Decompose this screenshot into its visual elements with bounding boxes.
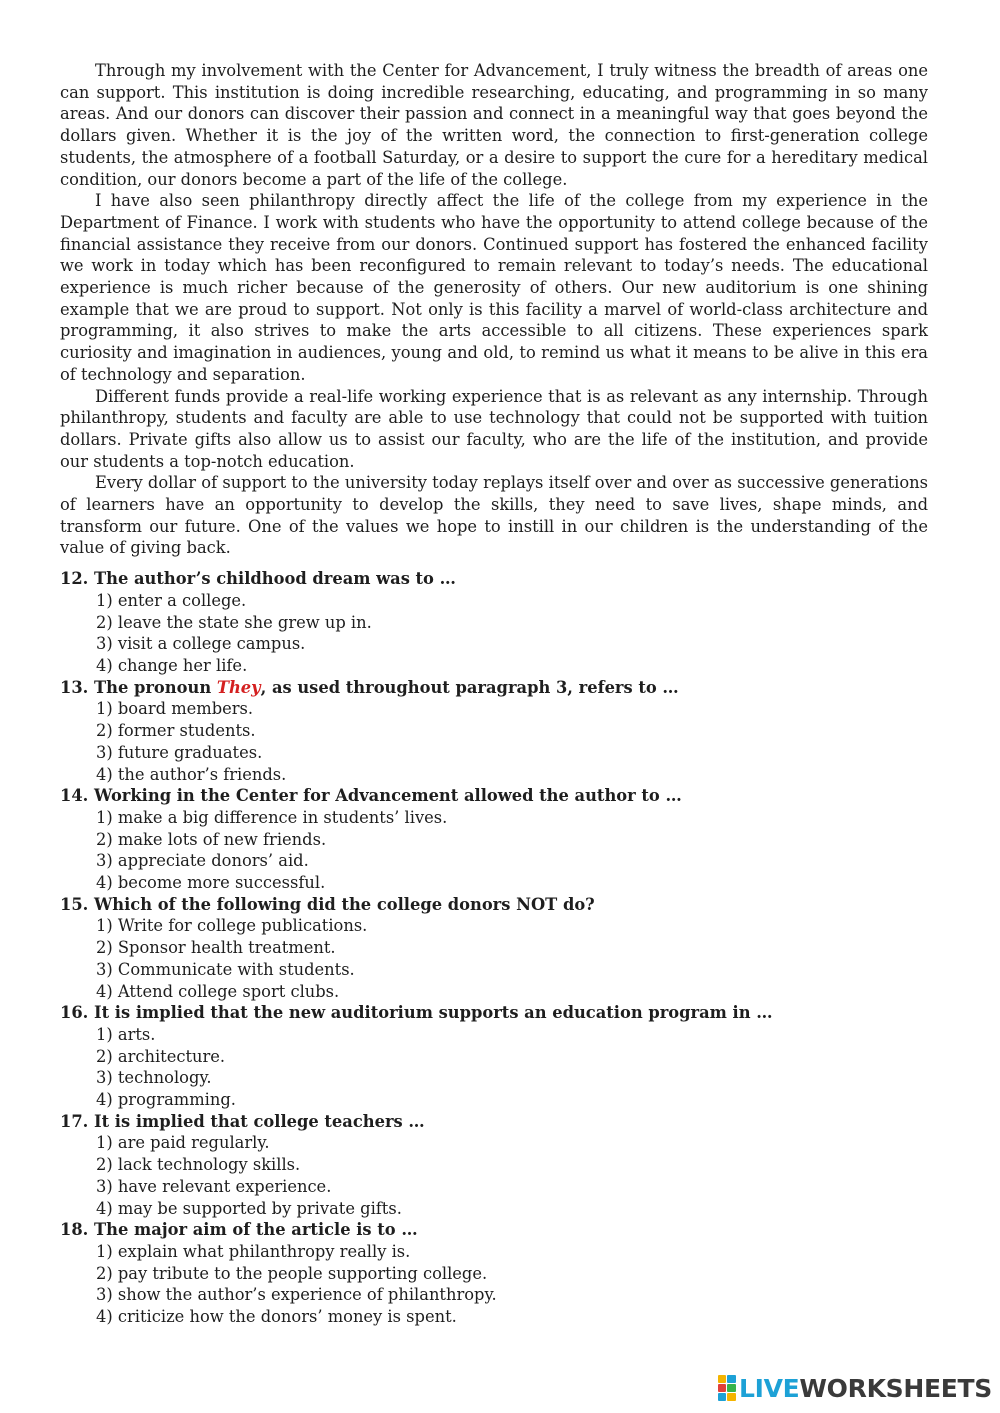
reading-passage (60, 60, 928, 559)
answer-option[interactable]: 3) have relevant experience. (96, 1176, 332, 1196)
answer-option[interactable]: 1) make a big difference in students’ lives. (96, 807, 448, 827)
highlighted-pronoun: They (216, 677, 261, 697)
liveworksheets-logo[interactable] (718, 1373, 992, 1403)
answer-option[interactable]: 2) lack technology skills. (96, 1155, 301, 1175)
question-stem: 12. The author’s childhood dream was to … (60, 569, 456, 589)
answer-option[interactable]: 2) make lots of new friends. (96, 829, 327, 849)
answer-option[interactable]: 3) appreciate donors’ aid. (96, 851, 309, 871)
question-stem: 15. Which of the following did the college donors NOT do? (60, 894, 595, 914)
answer-option[interactable]: 3) technology. (96, 1068, 212, 1088)
question-12 (60, 568, 928, 677)
question-14 (60, 785, 928, 894)
answer-option[interactable]: 2) Sponsor health treatment. (96, 938, 336, 958)
answer-option[interactable]: 1) enter a college. (96, 590, 247, 610)
liveworksheets-logo-icon (718, 1375, 736, 1401)
passage-paragraph-3: Different funds provide a real-life working experience that is as relevant as any internship. Through philanthropy, students and faculty are able to use technology that could not be supported with tuition dollars. Private gifts also allow us to assist our faculty, who are the life of the institution, and provide our students a top-notch education. (60, 386, 928, 471)
answer-option[interactable]: 3) future graduates. (96, 742, 263, 762)
answer-option[interactable]: 1) explain what philanthropy really is. (96, 1241, 411, 1261)
passage-paragraph-2: I have also seen philanthropy directly affect the life of the college from my experience in the Department of Finance. I work with students who have the opportunity to attend college because of the financial assistance they receive from our donors. Continued support has fostered the enhanced facility we work in today which has been reconfigured to remain relevant to today’s needs. The educational experience is much richer because of the generosity of others. Our new auditorium is one shining example that we are proud to support. Not only is this facility a marvel of world-class architecture and programming, it also strives to make the arts accessible to all citizens. These experiences spark curiosity and imagination in audiences, young and old, to remind us what it means to be alive in this era of technology and separation. (60, 191, 928, 384)
answer-option[interactable]: 4) may be supported by private gifts. (96, 1198, 402, 1218)
answer-option[interactable]: 4) become more successful. (96, 873, 326, 893)
passage-paragraph-1: Through my involvement with the Center for Advancement, I truly witness the breadth of areas one can support. This institution is doing incredible researching, educating, and programming in so many areas. And our donors can discover their passion and connect in a meaningful way that goes beyond the dollars given. Whether it is the joy of the written word, the connection to first-generation college students, the atmosphere of a football Saturday, or a desire to support the cure for a hereditary medical condition, our donors become a part of the life of the college. (60, 61, 928, 189)
answer-option[interactable]: 2) pay tribute to the people supporting college. (96, 1263, 488, 1283)
question-list (60, 568, 928, 1328)
answer-option[interactable]: 4) change her life. (96, 655, 248, 675)
logo-wordmark: LIVEWORKSHEETS (738, 1373, 992, 1403)
answer-option[interactable]: 4) the author’s friends. (96, 764, 287, 784)
question-13 (60, 677, 928, 786)
question-15 (60, 894, 928, 1003)
answer-option[interactable]: 1) are paid regularly. (96, 1133, 270, 1153)
answer-option[interactable]: 2) architecture. (96, 1046, 226, 1066)
question-stem: 18. The major aim of the article is to … (60, 1220, 418, 1240)
answer-option[interactable]: 3) show the author’s experience of philanthropy. (96, 1285, 497, 1305)
answer-option[interactable]: 2) former students. (96, 721, 256, 741)
answer-option[interactable]: 3) Communicate with students. (96, 959, 355, 979)
answer-option[interactable]: 4) programming. (96, 1090, 236, 1110)
answer-option[interactable]: 4) criticize how the donors’ money is spent. (96, 1307, 457, 1327)
question-18 (60, 1219, 928, 1328)
question-stem: 17. It is implied that college teachers … (60, 1111, 425, 1131)
answer-option[interactable]: 1) Write for college publications. (96, 916, 368, 936)
answer-option[interactable]: 1) arts. (96, 1024, 156, 1044)
answer-option[interactable]: 3) visit a college campus. (96, 634, 306, 654)
answer-option[interactable]: 1) board members. (96, 699, 254, 719)
answer-option[interactable]: 4) Attend college sport clubs. (96, 981, 340, 1001)
question-stem: 14. Working in the Center for Advancement allowed the author to … (60, 786, 682, 806)
passage-paragraph-4: Every dollar of support to the university today replays itself over and over as successive generations of learners have an opportunity to develop the skills, they need to save lives, shape minds, and transform our future. One of the values we hope to instill in our children is the understanding of the value of giving back. (60, 473, 928, 558)
answer-option[interactable]: 2) leave the state she grew up in. (96, 612, 372, 632)
worksheet-page (60, 60, 928, 1328)
question-stem: 13. The pronoun They, as used throughout paragraph 3, refers to … (60, 677, 679, 697)
question-16 (60, 1002, 928, 1111)
question-17 (60, 1111, 928, 1220)
question-stem: 16. It is implied that the new auditorium supports an education program in … (60, 1003, 773, 1023)
